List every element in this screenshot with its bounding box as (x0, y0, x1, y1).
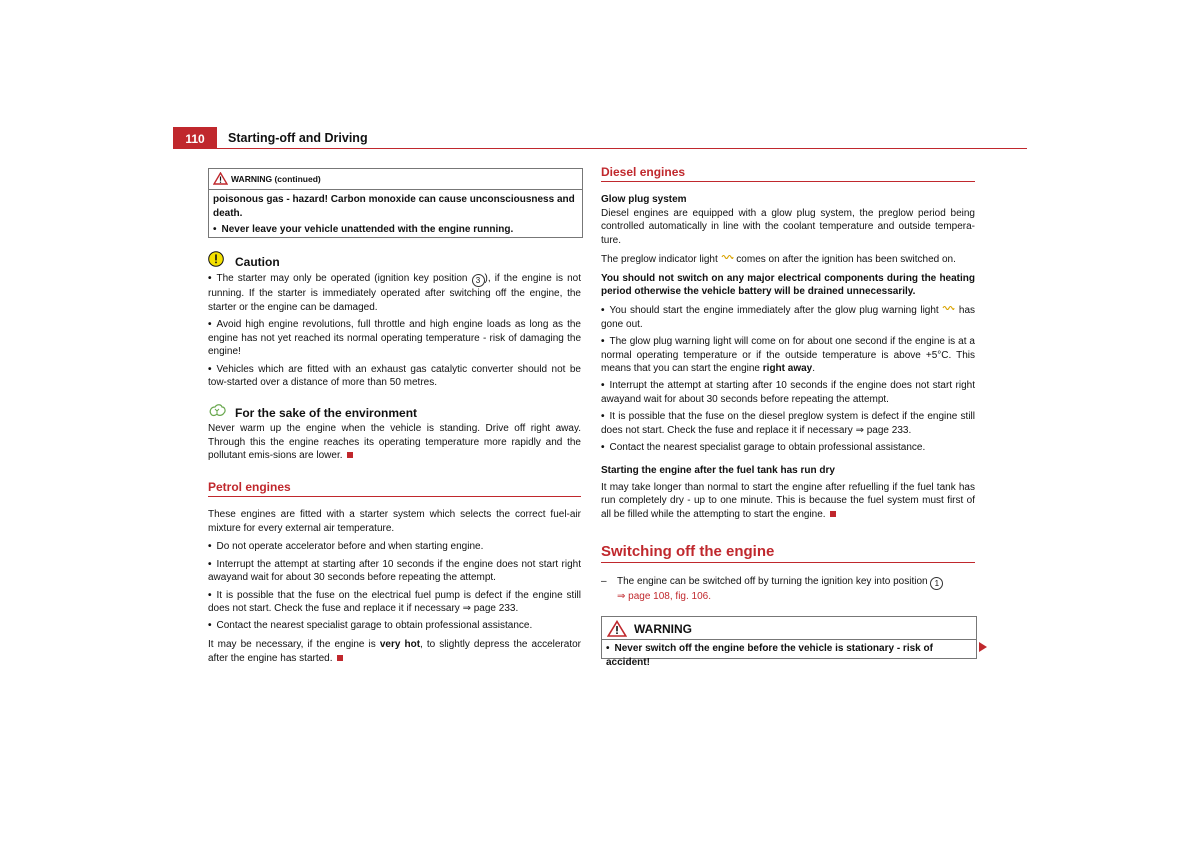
key-position-1: 1 (930, 577, 943, 590)
diesel-engines-heading: Diesel engines (601, 165, 975, 182)
diesel-bullet-5: Contact the nearest specialist garage to obtain professional assistance. (609, 442, 926, 454)
caution-title: Caution (235, 255, 280, 269)
diesel-paragraph-1: Diesel engines are equipped with a glow plug system, the preglow period being controlled automatically in line with the coolant temperature and outside tempera-ture. (601, 207, 975, 247)
environment-text: Never warm up the engine when the vehicle is standing. Drive off right away. Through this the engine reaches its operating temperature more rapidly and the pollutant emis-sions are lower. (208, 423, 581, 462)
glow-plug-subheading: Glow plug system (601, 194, 687, 205)
page-number: 110 (173, 127, 217, 149)
bullet: • (208, 589, 212, 601)
caution-bullet-1-pre: The starter may only be operated (ignition key position (216, 273, 468, 284)
chapter-title: Starting-off and Driving (228, 131, 368, 145)
caution-bullet-2: Avoid high engine revolutions, full throttle and high engine loads as long as the engine has not yet reached its normal operating temperature - risk of damaging the engine! (208, 318, 581, 358)
end-mark (347, 452, 353, 458)
warning-box-header (602, 617, 976, 640)
bullet: • (601, 335, 605, 347)
diesel-p2-post: comes on after the ignition has been switched on. (736, 253, 956, 265)
diesel-bullet-1-pre: You should start the engine immediately after the glow plug warning light (609, 304, 939, 316)
petrol-bullet-2: Interrupt the attempt at starting after 10 seconds if the engine does not start right awayand wait for about 30 seconds before repeating the attempt. (208, 558, 581, 584)
switching-off-heading: Switching off the engine (601, 543, 975, 563)
bullet: • (208, 318, 212, 330)
glow-plug-warning-icon (942, 304, 955, 312)
end-mark (830, 511, 836, 517)
warning-box-bullet: Never switch off the engine before the vehicle is stationary - risk of accident! (606, 643, 933, 668)
preglow-indicator-icon (721, 253, 734, 261)
warning-triangle-icon (213, 172, 228, 185)
warning-box-title: WARNING (634, 622, 692, 636)
page-reference-link[interactable]: ⇒ page 108, fig. 106. (617, 591, 712, 602)
diesel-bullet-2-end: . (812, 363, 816, 375)
diesel-bullet-3: Interrupt the attempt at starting after 10 seconds if the engine does not start right awayand wait for about 30 seconds before repeating the attempt. (601, 380, 975, 406)
petrol-bullet-3: It is possible that the fuse on the electrical fuel pump is defect if the engine still does not start. Check the fuse and replace it if necessary ⇒ page 233. (208, 589, 581, 615)
diesel-bullet-4: It is possible that the fuse on the diesel preglow system is defect if the engine still does not start. Check the fuse and replace it if necessary ⇒ page 233. (601, 411, 975, 437)
diesel-bullet-2-bold: right away (762, 363, 813, 375)
petrol-bullet-4: Contact the nearest specialist garage to obtain professional assistance. (216, 620, 533, 632)
environment-icon (208, 402, 227, 418)
warning-continued-box (208, 168, 583, 238)
bullet: • (213, 224, 217, 235)
warning-triangle-icon (607, 620, 627, 637)
continued-arrow-icon (979, 642, 987, 652)
end-mark (337, 655, 343, 661)
caution-bullet-3: Vehicles which are fitted with an exhaust gas catalytic converter should not be tow-started over a distance of more than 50 metres. (208, 363, 581, 389)
warning-box (601, 616, 977, 668)
diesel-paragraph-3: It may take longer than normal to start the engine after refuelling if the fuel tank has run completely dry - up to one minute. This is because the fuel system must first of all be filled while the attempting to start the engine. (601, 481, 975, 521)
diesel-bold-paragraph: You should not switch on any major electrical components during the heating period otherwise the vehicle battery will be drained unnecessarily. (601, 272, 975, 298)
diesel-bullet-2-pre: The glow plug warning light will come on for about one second if the engine is at a normal operating temperature or if the outside temperature is above +5°C. This means that you can start the engine (601, 335, 975, 375)
step-text: The engine can be switched off by turning the ignition key into position (617, 576, 928, 587)
petrol-final-bold: very hot (379, 639, 421, 651)
warning-continued-title: WARNING (continued) (231, 174, 321, 184)
bullet: • (208, 620, 212, 632)
warning-continued-bullet: Never leave your vehicle unattended with the engine running. (221, 224, 514, 235)
bullet: • (606, 643, 610, 654)
petrol-intro: These engines are fitted with a starter system which selects the correct fuel-air mixture for every external air temperature. (208, 509, 581, 534)
diesel-p2-pre: The preglow indicator light (601, 253, 718, 265)
petrol-final-post: , to slightly depress the accelerator after the engine has started. (208, 639, 581, 664)
warning-continued-header (209, 169, 582, 190)
caution-bullet-1-post: ), if the engine is not running. If the starter is immediately operated after switching off the engine, the starter or the engine can be damaged. (208, 273, 581, 313)
petrol-bullet-1: Do not operate accelerator before and when starting engine. (216, 541, 484, 553)
caution-icon (208, 251, 224, 267)
bullet: • (208, 363, 212, 375)
header-rule (173, 148, 1027, 149)
bullet: • (208, 558, 212, 570)
environment-title: For the sake of the environment (235, 406, 418, 420)
warning-continued-text: poisonous gas - hazard! Carbon monoxide can cause unconsciousness and death. (213, 194, 575, 219)
bullet: • (208, 541, 212, 553)
petrol-final-pre: It may be necessary, if the engine is (208, 639, 376, 651)
bullet: • (601, 411, 605, 423)
step-dash: – (601, 576, 607, 587)
bullet: • (601, 380, 605, 392)
diesel-bullet-1-post: has gone out. (601, 304, 976, 330)
bullet: • (601, 304, 605, 316)
bullet: • (601, 442, 605, 454)
fuel-tank-subheading: Starting the engine after the fuel tank has run dry (601, 464, 835, 476)
key-position-3: 3 (472, 274, 485, 287)
petrol-engines-heading: Petrol engines (208, 480, 581, 497)
bullet: • (208, 273, 212, 284)
